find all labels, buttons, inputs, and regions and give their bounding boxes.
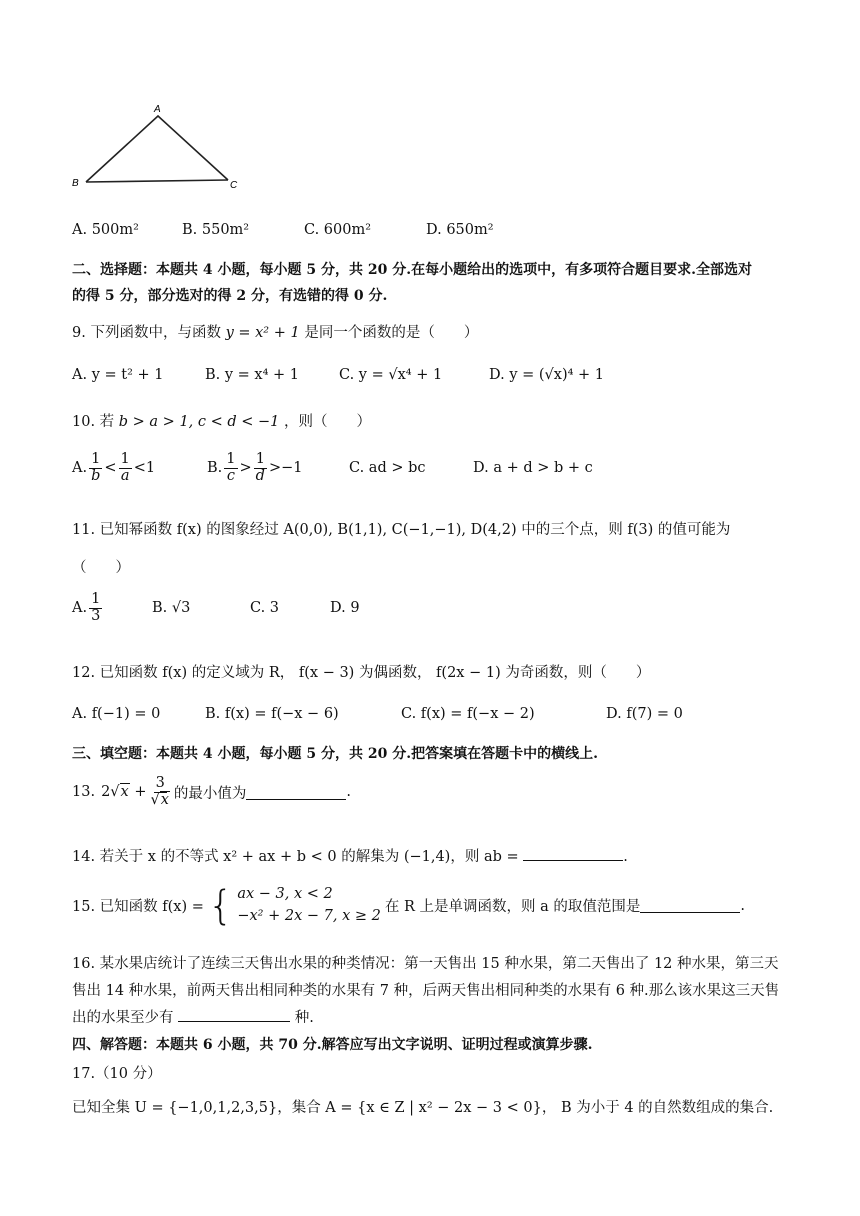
q8-option-c: C. 600m² [304,222,372,238]
q12-options [72,706,683,722]
q14-stem: 14. 若关于 x 的不等式 x² + ax + b < 0 的解集为 (−1,4)，则 ab = . [72,845,628,866]
q9-option-a: A. y = t² + 1 [72,367,164,383]
q16-line2: 售出 14 种水果，前两天售出相同种类的水果有 7 种，后两天售出相同种类的水果有 6 种.那么该水果这三天售 [72,983,780,999]
q13-number: 13. [72,784,96,801]
q11-stem-line1: 11. 已知幂函数 f(x) 的图象经过 A(0,0), B(1,1), C(−1,−1), D(4,2) 中的三个点，则 f(3) 的值可能为 [72,522,731,538]
vertex-label-c: C [230,180,238,191]
q9-option-d: D. y = (√x)⁴ + 1 [489,367,605,383]
q8-option-a: A. 500m² [72,222,139,238]
q8-option-b: B. 550m² [182,222,250,238]
q12-option-b: B. f(x) = f(−x − 6) [205,706,339,722]
q10-option-d: D. a + d > b + c [473,460,593,477]
q11-option-b: B. √3 [152,600,191,617]
vertex-label-a: A [154,104,161,115]
q12-option-a: A. f(−1) = 0 [72,706,161,722]
q17-stem: 已知全集 U = {−1,0,1,2,3,5}，集合 A = {x ∈ Z | x² − 2x − 3 < 0}， B 为小于 4 的自然数组成的集合. [72,1100,774,1116]
q11-option-a: A. $\frac{1}{3}$ [72,591,101,624]
q10-stem [72,410,371,431]
q15-case1: ax − 3, x < 2 [237,886,333,902]
q9-option-b: B. y = x⁴ + 1 [205,367,300,383]
q10-stem-post: ，则（ ） [284,414,372,430]
q15-answer-blank[interactable] [640,898,740,913]
section2-line2: 的得 5 分，部分选对的得 2 分，有选错的得 0 分. [72,288,388,304]
q15-stem: 15. 已知函数 f(x) = { ax − 3, x < 2 −x² + 2x − 7, x ≥ 2 在 R 上是单调函数，则 a 的取值范围是 . [72,882,745,929]
q11-option-c: C. 3 [250,600,280,617]
q17-head: 17.（10 分） [72,1066,162,1082]
q9-stem-expr: y = x² + 1 [225,325,300,341]
q13-stem-post: 的最小值为 [173,785,247,802]
q13-answer-blank[interactable] [246,785,346,800]
q16-answer-blank[interactable] [178,1007,290,1022]
q9-option-c: C. y = √x⁴ + 1 [339,367,443,383]
q10-stem-expr: b > a > 1, c < d < −1 [118,414,280,430]
q11-options [72,592,360,625]
vertex-label-b: B [72,178,79,189]
q9-stem-post: 是同一个函数的是（ ） [304,325,479,341]
q15-case2: −x² + 2x − 7, x ≥ 2 [237,907,381,924]
section3-heading: 三、填空题：本题共 4 小题，每小题 5 分，共 20 分.把答案填在答题卡中的横线上. [72,746,598,762]
q11-option-d: D. 9 [330,600,360,617]
q10-option-c: C. ad > bc [349,460,426,477]
q14-answer-blank[interactable] [523,846,623,861]
q12-stem: 12. 已知函数 f(x) 的定义域为 R， f(x − 3) 为偶函数， f(2x − 1) 为奇函数，则（ ） [72,665,651,681]
q11-stem-line2: （ ） [72,560,130,576]
section2-line1: 二、选择题：本题共 4 小题，每小题 5 分，共 20 分.在每小题给出的选项中，有多项符合题目要求.全部选对 [72,262,752,278]
q16-line3: 出的水果至少有 种. [72,1006,314,1027]
q12-option-c: C. f(x) = f(−x − 2) [401,706,535,722]
q9-options [72,367,604,383]
q10-stem-pre: 10. 若 [72,414,115,430]
q8-options [72,222,494,238]
q10-option-a: A. $\frac{1}{b}$ < $\frac{1}{a}$ <1 [72,451,156,484]
q9-stem-pre: 9. 下列函数中，与函数 [72,325,221,341]
q8-option-d: D. 650m² [426,222,494,238]
triangle-figure [68,98,248,194]
q10-options [72,452,593,485]
section4-heading: 四、解答题：本题共 6 小题，共 70 分.解答应写出文字说明、证明过程或演算步骤. [72,1037,593,1053]
q13-stem: 13. 2√x + $\frac{3}{√x}$ 的最小值为 . [72,775,352,808]
q10-option-b: B. $\frac{1}{c}$ > $\frac{1}{d}$ >−1 [207,451,303,484]
q12-option-d: D. f(7) = 0 [606,706,683,722]
q9-stem [72,321,478,342]
q16-line1: 16. 某水果店统计了连续三天售出水果的种类情况：第一天售出 15 种水果，第二天售出了 12 种水果，第三天 [72,956,779,972]
